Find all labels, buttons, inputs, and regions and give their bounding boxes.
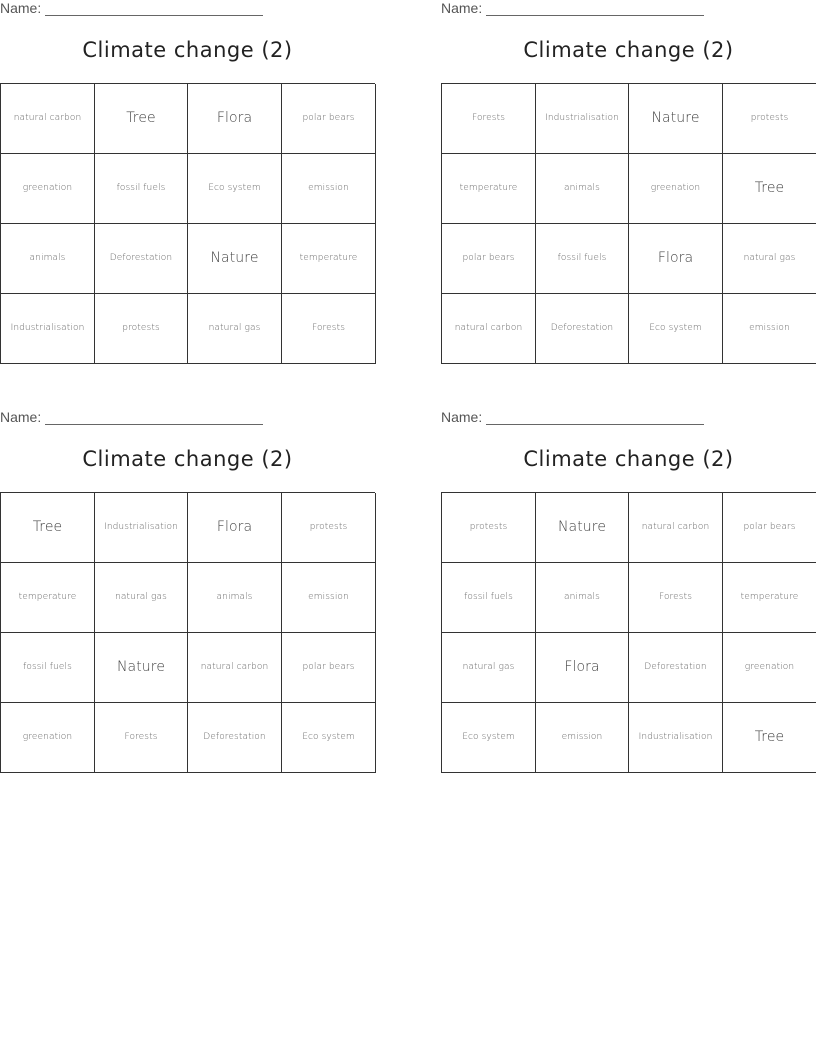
bingo-cell: animals bbox=[536, 154, 629, 224]
bingo-cell: Tree bbox=[95, 84, 188, 154]
bingo-grid bbox=[0, 83, 375, 364]
bingo-grid bbox=[441, 83, 816, 364]
bingo-cell: protests bbox=[282, 493, 376, 563]
name-label: Name: bbox=[441, 409, 483, 425]
bingo-cell: Deforestation bbox=[629, 633, 723, 703]
bingo-cell: natural carbon bbox=[188, 633, 282, 703]
name-line[interactable] bbox=[486, 1, 704, 16]
name-field[interactable] bbox=[0, 0, 263, 20]
bingo-card-4 bbox=[441, 409, 816, 773]
bingo-cell: polar bears bbox=[442, 224, 536, 294]
bingo-cell: protests bbox=[723, 84, 816, 154]
bingo-cell: Flora bbox=[188, 493, 282, 563]
bingo-cell: Industrialisation bbox=[1, 294, 95, 364]
bingo-cell: natural carbon bbox=[442, 294, 536, 364]
bingo-cell: Tree bbox=[723, 154, 816, 224]
bingo-cell: animals bbox=[188, 563, 282, 633]
bingo-cell: emission bbox=[723, 294, 816, 364]
bingo-cell: Flora bbox=[629, 224, 723, 294]
bingo-cell: Tree bbox=[1, 493, 95, 563]
bingo-card-1 bbox=[0, 0, 375, 364]
bingo-cell: temperature bbox=[282, 224, 376, 294]
bingo-cell: fossil fuels bbox=[442, 563, 536, 633]
bingo-cell: Forests bbox=[282, 294, 376, 364]
bingo-cell: emission bbox=[282, 563, 376, 633]
bingo-cell: polar bears bbox=[282, 84, 376, 154]
card-title: Climate change (2) bbox=[82, 38, 293, 62]
bingo-cell: Industrialisation bbox=[629, 703, 723, 773]
name-label: Name: bbox=[0, 409, 42, 425]
bingo-cell: Eco system bbox=[282, 703, 376, 773]
bingo-cell: Nature bbox=[95, 633, 188, 703]
bingo-cell: fossil fuels bbox=[95, 154, 188, 224]
bingo-cell: Forests bbox=[629, 563, 723, 633]
bingo-cell: natural gas bbox=[188, 294, 282, 364]
bingo-cell: polar bears bbox=[723, 493, 816, 563]
bingo-cell: natural gas bbox=[723, 224, 816, 294]
name-line[interactable] bbox=[45, 410, 263, 425]
bingo-cell: Eco system bbox=[629, 294, 723, 364]
bingo-cell: Eco system bbox=[188, 154, 282, 224]
bingo-cell: greenation bbox=[629, 154, 723, 224]
bingo-cell: Deforestation bbox=[536, 294, 629, 364]
bingo-cell: greenation bbox=[1, 703, 95, 773]
bingo-cell: Nature bbox=[629, 84, 723, 154]
bingo-cell: temperature bbox=[442, 154, 536, 224]
bingo-cell: Industrialisation bbox=[536, 84, 629, 154]
bingo-cell: animals bbox=[1, 224, 95, 294]
bingo-cell: fossil fuels bbox=[1, 633, 95, 703]
card-title: Climate change (2) bbox=[82, 447, 293, 471]
bingo-cell: protests bbox=[442, 493, 536, 563]
name-field[interactable] bbox=[441, 409, 704, 429]
bingo-cell: natural gas bbox=[95, 563, 188, 633]
bingo-grid bbox=[0, 492, 375, 773]
bingo-card-3 bbox=[0, 409, 375, 773]
bingo-cell: polar bears bbox=[282, 633, 376, 703]
bingo-grid bbox=[441, 492, 816, 773]
card-title: Climate change (2) bbox=[523, 38, 734, 62]
bingo-cell: Forests bbox=[95, 703, 188, 773]
bingo-card-2 bbox=[441, 0, 816, 364]
bingo-cell: Flora bbox=[536, 633, 629, 703]
bingo-cell: Eco system bbox=[442, 703, 536, 773]
bingo-cell: Flora bbox=[188, 84, 282, 154]
bingo-cell: protests bbox=[95, 294, 188, 364]
bingo-cell: natural carbon bbox=[1, 84, 95, 154]
bingo-cell: Forests bbox=[442, 84, 536, 154]
bingo-cell: Deforestation bbox=[95, 224, 188, 294]
bingo-cell: natural carbon bbox=[629, 493, 723, 563]
bingo-cell: emission bbox=[282, 154, 376, 224]
bingo-cell: greenation bbox=[723, 633, 816, 703]
bingo-cell: Nature bbox=[536, 493, 629, 563]
name-line[interactable] bbox=[486, 410, 704, 425]
name-label: Name: bbox=[0, 0, 42, 16]
bingo-cell: Deforestation bbox=[188, 703, 282, 773]
name-label: Name: bbox=[441, 0, 483, 16]
bingo-cell: greenation bbox=[1, 154, 95, 224]
name-field[interactable] bbox=[441, 0, 704, 20]
bingo-cell: Nature bbox=[188, 224, 282, 294]
bingo-cell: Industrialisation bbox=[95, 493, 188, 563]
bingo-cell: Tree bbox=[723, 703, 816, 773]
bingo-cell: fossil fuels bbox=[536, 224, 629, 294]
bingo-cell: emission bbox=[536, 703, 629, 773]
name-line[interactable] bbox=[45, 1, 263, 16]
bingo-cell: animals bbox=[536, 563, 629, 633]
bingo-cell: temperature bbox=[723, 563, 816, 633]
bingo-cell: natural gas bbox=[442, 633, 536, 703]
card-title: Climate change (2) bbox=[523, 447, 734, 471]
bingo-cell: temperature bbox=[1, 563, 95, 633]
name-field[interactable] bbox=[0, 409, 263, 429]
